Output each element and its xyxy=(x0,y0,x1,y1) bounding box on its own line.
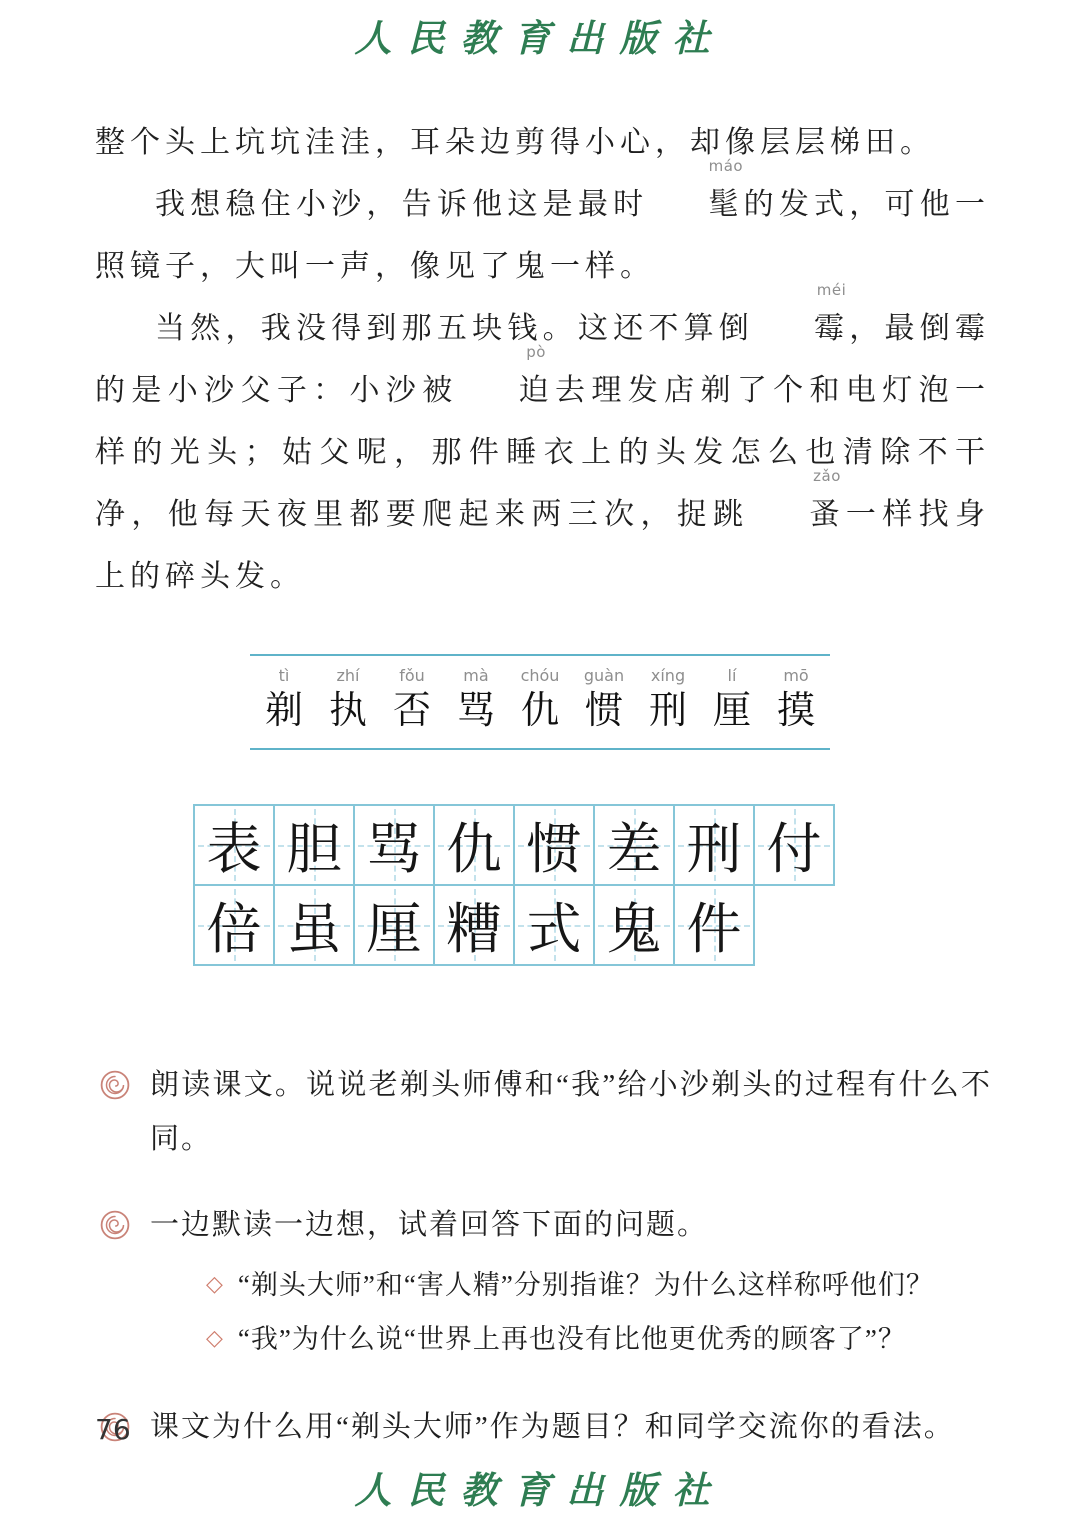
grid-cell xyxy=(353,884,435,966)
pinyin-label: méi xyxy=(816,281,847,299)
grid-cell xyxy=(513,884,595,966)
grid-cell xyxy=(593,884,675,966)
character: 虽 xyxy=(286,899,342,960)
grid-cell xyxy=(673,804,755,886)
character: 件 xyxy=(686,899,742,960)
grid-row xyxy=(193,804,1080,886)
recognition-char xyxy=(712,666,752,736)
exercise-text: 一边默读一边想，试着回答下面的问题。 xyxy=(150,1208,709,1241)
diamond-bullet-icon: ◇ xyxy=(206,1271,224,1297)
recognition-char xyxy=(392,666,432,736)
publisher-logo-top: 人民教育出版社 xyxy=(354,16,726,60)
pinyin-label: mà xyxy=(463,666,489,685)
grid-cell xyxy=(433,804,515,886)
pinyin-label: zǎo xyxy=(813,467,841,485)
character: 否 xyxy=(392,690,431,732)
publisher-logo-bottom: 人民教育出版社 xyxy=(354,1468,726,1512)
pinyin-label: guàn xyxy=(583,666,625,685)
ornament-icon xyxy=(100,1210,130,1240)
grid-cell xyxy=(673,884,755,966)
pinyin-annotated-char: pò 迫 xyxy=(459,360,554,422)
sub-question xyxy=(206,1314,992,1364)
recognition-char xyxy=(264,666,304,736)
pinyin-label: pò xyxy=(526,343,546,361)
pinyin-label: tì xyxy=(278,666,290,685)
pinyin-annotated-char: zǎo 蚤 xyxy=(750,484,845,546)
exercise-text: 课文为什么用“剃头大师”作为题目？和同学交流你的看法。 xyxy=(150,1410,955,1443)
character: 表 xyxy=(206,819,262,880)
character: 摸 xyxy=(776,690,815,732)
recognition-char xyxy=(648,666,688,736)
sub-question xyxy=(206,1260,992,1310)
grid-cell xyxy=(193,804,275,886)
character: 骂 xyxy=(366,819,422,880)
character: 剃 xyxy=(264,690,303,732)
grid-cell xyxy=(433,884,515,966)
sub-question-text: “剃头大师”和“害人精”分别指谁？为什么这样称呼他们？ xyxy=(237,1269,934,1300)
character: 厘 xyxy=(712,690,751,732)
pinyin-label: máo xyxy=(708,157,744,175)
character: 厘 xyxy=(366,899,422,960)
exercise-item xyxy=(100,1058,992,1166)
grid-row xyxy=(193,884,1080,966)
exercise-list xyxy=(100,1058,992,1454)
character: 差 xyxy=(606,819,662,880)
pinyin-label: chóu xyxy=(520,666,560,685)
character: 惯 xyxy=(584,690,623,732)
lesson-text xyxy=(95,112,990,608)
character: 惯 xyxy=(526,819,582,880)
recognition-char xyxy=(456,666,496,736)
character: 执 xyxy=(328,690,367,732)
character: 胆 xyxy=(286,819,342,880)
recognition-char xyxy=(520,666,560,736)
character: 仇 xyxy=(520,690,559,732)
pinyin-label: xíng xyxy=(650,666,686,685)
sub-question-text: “我”为什么说“世界上再也没有比他更优秀的顾客了”？ xyxy=(237,1323,906,1354)
grid-cell xyxy=(273,884,355,966)
character: 糟 xyxy=(446,899,502,960)
grid-cell xyxy=(593,804,675,886)
grid-cell xyxy=(353,804,435,886)
recognition-characters-box xyxy=(250,654,830,750)
exercise-body xyxy=(150,1058,992,1166)
recognition-char xyxy=(328,666,368,736)
writing-practice-grid xyxy=(193,804,1080,966)
character: 式 xyxy=(526,899,582,960)
grid-cell xyxy=(513,804,595,886)
pinyin-annotated-char: méi 霉 xyxy=(754,298,849,360)
recognition-char xyxy=(776,666,816,736)
pinyin-label: fǒu xyxy=(399,666,425,685)
exercise-body xyxy=(150,1198,992,1368)
paragraph: 当然，我没得到那五块钱。这还不算倒 méi 霉，最倒霉的是小沙父子：小沙被 pò 迫去理发店剃了个和电灯泡一样的光头；姑父呢，那件睡衣上的头发怎么也清除不干净，他每天夜里都要爬起来两三次，捉跳 zǎo 蚤一样找身上的碎头发。 xyxy=(95,281,991,593)
pinyin-label: mō xyxy=(783,666,809,685)
character: 倍 xyxy=(206,899,262,960)
character: 刑 xyxy=(686,819,742,880)
exercise-text: 朗读课文。说说老剃头师傅和“我”给小沙剃头的过程有什么不同。 xyxy=(150,1068,992,1155)
pinyin-label: zhí xyxy=(336,666,360,685)
exercise-item xyxy=(100,1198,992,1368)
pinyin-annotated-char: máo 髦 xyxy=(648,174,743,236)
character: 鬼 xyxy=(606,899,662,960)
character: 仇 xyxy=(446,819,502,880)
character: 付 xyxy=(766,819,822,880)
grid-cell xyxy=(753,804,835,886)
grid-cell xyxy=(193,884,275,966)
diamond-bullet-icon: ◇ xyxy=(206,1325,224,1351)
character: 骂 xyxy=(456,690,495,732)
character: 刑 xyxy=(648,690,687,732)
recognition-char xyxy=(584,666,624,736)
page-number: 76 xyxy=(95,1413,131,1446)
grid-cell xyxy=(273,804,355,886)
ornament-icon xyxy=(100,1070,130,1100)
pinyin-label: lí xyxy=(727,666,737,685)
sub-question-list xyxy=(206,1260,992,1364)
exercise-item xyxy=(100,1400,992,1454)
paragraph: 整个头上坑坑洼洼，耳朵边剪得小心，却像层层梯田。 xyxy=(95,126,935,159)
paragraph: 我想稳住小沙，告诉他这是最时 máo 髦的发式，可他一照镜子，大叫一声，像见了鬼一样。 xyxy=(95,157,991,283)
exercise-body xyxy=(150,1400,992,1454)
